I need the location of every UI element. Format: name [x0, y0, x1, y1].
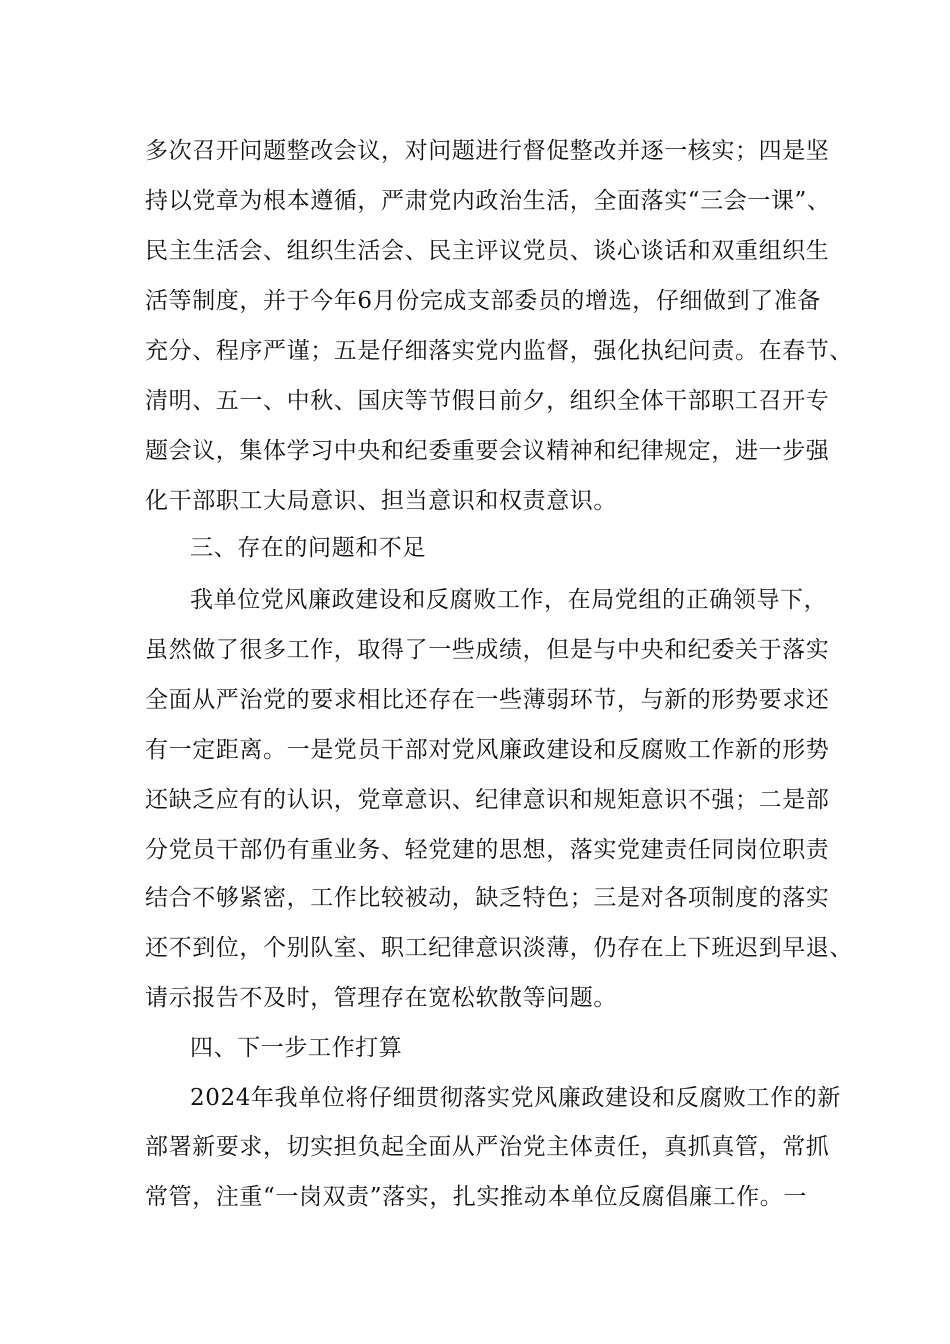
paragraph-line: 充分、程序严谨；五是仔细落实党内监督，强化执纪问责。在春节、: [145, 338, 853, 364]
paragraph-line: 常管，注重“一岗双责”落实，扎实推动本单位反腐倡廉工作。一: [145, 1184, 807, 1210]
paragraph-line: 题会议，集体学习中央和纪委重要会议精神和纪律规定，进一步强: [145, 438, 830, 464]
paragraph-line: 有一定距离。一是党员干部对党风廉政建设和反腐败工作新的形势: [145, 737, 830, 763]
paragraph-line: 多次召开问题整改会议，对问题进行督促整改并逐一核实；四是坚: [145, 138, 830, 164]
section-heading: 三、存在的问题和不足: [190, 535, 426, 561]
paragraph-line: 活等制度，并于今年6月份完成支部委员的增选，仔细做到了准备: [145, 288, 822, 314]
paragraph-line: 持以党章为根本遵循，严肃党内政治生活，全面落实“三会一课”、: [145, 188, 831, 214]
paragraph-line: 虽然做了很多工作，取得了一些成绩，但是与中央和纪委关于落实: [145, 637, 830, 663]
paragraph-line: 化干部职工大局意识、担当意识和权责意识。: [145, 488, 617, 514]
paragraph-line: 我单位党风廉政建设和反腐败工作，在局党组的正确领导下，: [190, 587, 828, 613]
paragraph-line: 请示报告不及时，管理存在宽松软散等问题。: [145, 985, 617, 1011]
paragraph-line: 民主生活会、组织生活会、民主评议党员、谈心谈话和双重组织生: [145, 238, 830, 264]
paragraph-line: 分党员干部仍有重业务、轻党建的思想，落实党建责任同岗位职责: [145, 837, 830, 863]
paragraph-line: 清明、五一、中秋、国庆等节假日前夕，组织全体干部职工召开专: [145, 388, 830, 414]
paragraph-line: 结合不够紧密，工作比较被动，缺乏特色；三是对各项制度的落实: [145, 885, 830, 911]
paragraph-line: 2024年我单位将仔细贯彻落实党风廉政建设和反腐败工作的新: [190, 1085, 841, 1111]
paragraph-line: 还缺乏应有的认识，党章意识、纪律意识和规矩意识不强；二是部: [145, 787, 830, 813]
section-heading: 四、下一步工作打算: [190, 1035, 403, 1061]
paragraph-line: 部署新要求，切实担负起全面从严治党主体责任，真抓真管，常抓: [145, 1134, 830, 1160]
paragraph-line: 全面从严治党的要求相比还存在一些薄弱环节，与新的形势要求还: [145, 687, 830, 713]
paragraph-line: 还不到位，个别队室、职工纪律意识淡薄，仍存在上下班迟到早退、: [145, 935, 853, 961]
